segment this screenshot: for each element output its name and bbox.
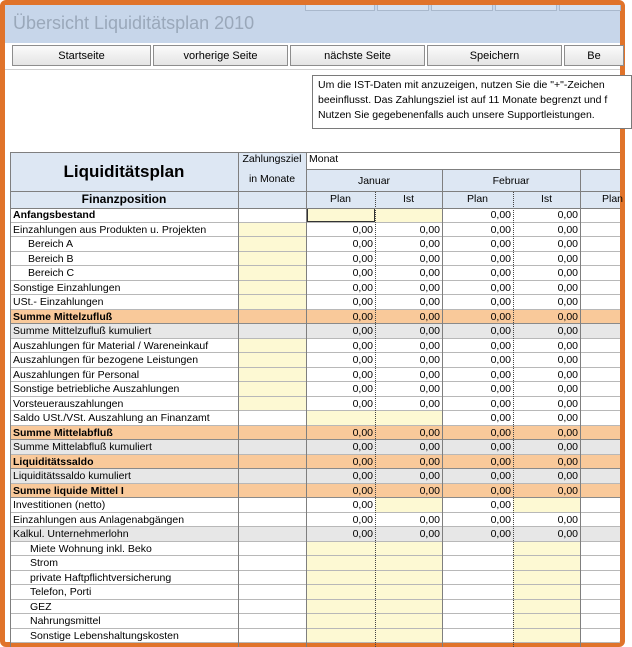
zahlungsziel-cell [238,484,306,498]
zahlungsziel-cell[interactable] [238,397,306,411]
row-label: private Haftpflichtversicherung [30,572,172,584]
januar-ist-cell[interactable]: 0,00 [375,469,442,484]
column-divider-dotted [513,191,514,647]
februar-ist-cell[interactable]: 0,00 [557,514,578,526]
maerz-plan-cell[interactable] [580,353,620,368]
more-button[interactable]: Be [564,45,624,66]
maerz-plan-cell[interactable] [580,629,620,643]
maerz-plan-header: Plan [602,193,624,205]
column-divider [306,152,307,647]
februar-plan-cell[interactable]: 0,00 [490,369,511,381]
row-label: Auszahlungen für Material / Wareneinkauf [13,340,209,352]
februar-plan-cell[interactable]: 0,00 [442,527,513,542]
januar-ist-cell[interactable]: 0,00 [375,310,442,324]
februar-ist-cell[interactable]: 0,00 [557,253,578,265]
maerz-plan-cell[interactable] [580,324,620,339]
januar-plan-cell[interactable]: 0,00 [352,369,373,381]
januar-ist-cell[interactable]: 0,00 [375,527,442,542]
januar-plan-cell[interactable]: 0,00 [352,267,373,279]
februar-plan-cell[interactable]: 0,00 [490,282,511,294]
start-page-button[interactable]: Startseite [12,45,151,66]
januar-plan-cell[interactable]: 0,00 [306,484,375,498]
header-divider [10,152,620,153]
maerz-plan-cell[interactable] [580,455,620,469]
maerz-plan-cell[interactable] [580,208,620,223]
maerz-plan-cell[interactable] [580,368,620,382]
zahlungsziel-cell [238,440,306,455]
januar-ist-cell[interactable]: 0,00 [419,253,440,265]
zahlungsziel-label: Zahlungsziel [242,153,302,165]
februar-ist-cell[interactable]: 0,00 [513,455,580,469]
februar-ist-cell[interactable]: 0,00 [513,469,580,484]
row-label: Telefon, Porti [30,586,92,598]
januar-ist-cell[interactable]: 0,00 [419,224,440,236]
februar-plan-cell[interactable] [442,542,513,556]
januar-ist-cell[interactable] [375,571,442,585]
zahlungsziel-cell [238,629,306,643]
januar-ist-cell[interactable] [375,629,442,643]
row-label: Kalkul. Unternehmerlohn [10,527,238,542]
februar-ist-cell[interactable]: 0,00 [513,310,580,324]
column-divider [238,152,239,647]
januar-ist-cell[interactable]: 0,00 [419,296,440,308]
zahlungsziel-cell[interactable] [238,281,306,295]
zahlungsziel-cell [238,426,306,440]
row-label: Bereich A [28,238,73,250]
header-divider [306,169,620,170]
header-divider [10,208,620,209]
januar-plan-cell[interactable]: 0,00 [352,499,373,511]
maerz-plan-cell[interactable] [580,281,620,295]
januar-plan-cell[interactable]: 0,00 [352,340,373,352]
februar-ist-cell[interactable]: 0,00 [557,296,578,308]
januar-plan-cell[interactable]: 0,00 [352,296,373,308]
februar-ist-cell[interactable] [513,600,580,614]
februar-ist-cell[interactable] [513,614,580,629]
januar-plan-cell[interactable]: 0,00 [352,514,373,526]
maerz-plan-cell[interactable] [580,484,620,498]
januar-plan-cell[interactable]: 0,00 [306,455,375,469]
februar-plan-cell[interactable] [442,556,513,571]
januar-ist-cell[interactable]: 0,00 [419,354,440,366]
maerz-plan-cell[interactable] [580,397,620,411]
maerz-plan-cell[interactable] [580,527,620,542]
selected-cell[interactable] [307,208,375,222]
februar-plan-cell[interactable]: 0,00 [442,324,513,339]
januar-plan-cell[interactable] [306,411,375,426]
info-line: Um die IST-Daten mit anzuzeigen, nutzen Sie die "+"-Zeichen [318,79,605,91]
januar-ist-cell[interactable]: 0,00 [419,267,440,279]
februar-plan-cell[interactable]: 0,00 [490,209,511,221]
februar-plan-cell[interactable]: 0,00 [490,514,511,526]
februar-plan-cell[interactable]: 0,00 [442,469,513,484]
januar-plan-cell[interactable]: 0,00 [352,224,373,236]
zahlungsziel-cell [238,571,306,585]
zahlungsziel-cell [238,556,306,571]
januar-ist-cell[interactable] [375,614,442,629]
zahlungsziel-cell[interactable] [238,339,306,353]
januar-ist-cell[interactable]: 0,00 [375,440,442,455]
maerz-plan-cell[interactable] [580,426,620,440]
februar-plan-cell[interactable]: 0,00 [490,412,511,424]
maerz-plan-cell[interactable] [580,237,620,252]
februar-ist-cell[interactable]: 0,00 [557,383,578,395]
row-label: Sonstige Lebenshaltungskosten [30,630,179,642]
zahlungsziel-cell [238,527,306,542]
zahlungsziel-cell [238,455,306,469]
maerz-plan-cell[interactable] [580,585,620,600]
row-label: Nahrungsmittel [30,615,101,627]
zahlungsziel-cell [238,513,306,527]
januar-plan-cell[interactable]: 0,00 [352,383,373,395]
info-line: beeinflusst. Das Zahlungsziel ist auf 11 Monate begrenzt und f [318,94,608,106]
januar-ist-cell[interactable] [375,600,442,614]
row-label: Sonstige Einzahlungen [13,282,121,294]
row-label: Summe liquide Mittel I [10,484,238,498]
row-label: Liquiditätssaldo kumuliert [10,469,238,484]
zahlungsziel-cell [238,324,306,339]
februar-ist-cell[interactable]: 0,00 [513,440,580,455]
zahlungsziel-cell[interactable] [238,353,306,368]
februar-plan-cell[interactable]: 0,00 [490,296,511,308]
maerz-plan-cell[interactable] [580,295,620,310]
februar-ist-cell[interactable] [513,629,580,643]
februar-ist-cell[interactable]: 0,00 [557,369,578,381]
zahlungsziel-cell [238,585,306,600]
februar-plan-cell[interactable]: 0,00 [490,340,511,352]
row-label: Summe Mittelzufluß kumuliert [10,324,238,339]
maerz-plan-cell[interactable] [580,571,620,585]
januar-ist-cell[interactable] [375,208,442,223]
januar-ist-cell[interactable]: 0,00 [419,398,440,410]
row-label: Bereich B [28,253,74,265]
januar-plan-cell[interactable] [306,556,375,571]
februar-plan-cell[interactable]: 0,00 [442,440,513,455]
januar-plan-cell[interactable]: 0,00 [306,440,375,455]
row-label: Einzahlungen aus Anlagenabgängen [13,514,185,526]
maerz-plan-cell[interactable] [580,382,620,397]
maerz-plan-cell[interactable] [580,498,620,513]
februar-plan-cell[interactable]: 0,00 [490,238,511,250]
januar-plan-cell[interactable] [306,629,375,643]
finanzposition-header: Finanzposition [10,191,238,208]
februar-plan-cell[interactable] [442,600,513,614]
februar-ist-cell[interactable]: 0,00 [557,398,578,410]
januar-plan-cell[interactable]: 0,00 [352,238,373,250]
row-label: Auszahlungen für bezogene Leistungen [13,354,199,366]
januar-ist-cell[interactable]: 0,00 [419,282,440,294]
februar-ist-cell[interactable]: 0,00 [557,354,578,366]
januar-plan-header: Plan [329,193,351,205]
row-label: Strom [30,557,59,569]
februar-plan-cell[interactable]: 0,00 [490,499,511,511]
januar-ist-cell[interactable]: 0,00 [375,324,442,339]
row-label: Summe Mittelzufluß [10,310,238,324]
januar-ist-cell[interactable]: 0,00 [419,514,440,526]
maerz-plan-cell[interactable] [580,252,620,266]
row-divider [10,642,620,643]
zahlungsziel-cell[interactable] [238,252,306,266]
row-label: Liquiditätssaldo [10,455,238,469]
januar-ist-cell[interactable] [375,411,442,426]
in-monate-label: in Monate [248,173,296,185]
zahlungsziel-cell[interactable] [238,237,306,252]
row-label: Summe Mittelabfluß [10,426,238,440]
februar-plan-cell[interactable]: 0,00 [442,455,513,469]
zahlungsziel-cell [238,542,306,556]
januar-ist-cell[interactable]: 0,00 [375,426,442,440]
februar-ist-cell[interactable] [513,498,580,513]
februar-plan-cell[interactable]: 0,00 [490,398,511,410]
zahlungsziel-cell[interactable] [238,295,306,310]
februar-plan-cell[interactable]: 0,00 [490,383,511,395]
januar-plan-cell[interactable]: 0,00 [306,324,375,339]
februar-plan-cell[interactable] [442,585,513,600]
row-label: Auszahlungen für Personal [13,369,140,381]
februar-plan-cell[interactable] [442,614,513,629]
maerz-plan-cell[interactable] [580,614,620,629]
row-label: Bereich C [28,267,75,279]
januar-plan-cell[interactable] [306,600,375,614]
januar-plan-cell[interactable]: 0,00 [352,253,373,265]
februar-ist-cell[interactable] [513,571,580,585]
zahlungsziel-cell [238,614,306,629]
zahlungsziel-cell[interactable] [238,368,306,382]
maerz-plan-cell[interactable] [580,223,620,237]
februar-ist-cell[interactable]: 0,00 [513,426,580,440]
maerz-plan-cell[interactable] [580,600,620,614]
row-label: USt.- Einzahlungen [13,296,104,308]
februar-ist-cell[interactable]: 0,00 [557,340,578,352]
februar-ist-header: Ist [540,193,553,205]
previous-page-button[interactable]: vorherige Seite [153,45,288,66]
februar-plan-cell[interactable]: 0,00 [442,310,513,324]
februar-plan-cell[interactable] [442,571,513,585]
februar-ist-cell[interactable]: 0,00 [557,412,578,424]
page-title: Übersicht Liquiditätsplan 2010 [13,13,255,33]
zahlungsziel-cell [238,310,306,324]
row-label: Anfangsbestand [13,209,96,221]
januar-plan-cell[interactable]: 0,00 [306,426,375,440]
januar-plan-cell[interactable]: 0,00 [352,282,373,294]
save-button[interactable]: Speichern [427,45,562,66]
februar-ist-cell[interactable]: 0,00 [513,527,580,542]
januar-ist-cell[interactable]: 0,00 [375,455,442,469]
maerz-plan-cell[interactable] [580,542,620,556]
column-divider [442,169,443,647]
februar-plan-cell[interactable]: 0,00 [490,354,511,366]
februar-plan-header: Plan [466,193,488,205]
februar-ist-cell[interactable]: 0,00 [557,282,578,294]
januar-ist-cell[interactable]: 0,00 [419,383,440,395]
maerz-plan-cell[interactable] [580,440,620,455]
februar-ist-cell[interactable]: 0,00 [513,324,580,339]
februar-ist-cell[interactable] [513,556,580,571]
januar-ist-cell[interactable]: 0,00 [375,484,442,498]
column-divider [10,152,11,647]
januar-ist-header: Ist [402,193,415,205]
maerz-plan-cell[interactable] [580,411,620,426]
februar-ist-cell[interactable]: 0,00 [557,209,578,221]
januar-plan-cell[interactable]: 0,00 [306,310,375,324]
maerz-plan-cell[interactable] [580,513,620,527]
info-line: Nutzen Sie gegebenenfalls auch unsere Supportleistungen. [318,109,595,121]
januar-plan-cell[interactable] [306,571,375,585]
liquidity-table [5,5,624,647]
maerz-plan-cell[interactable] [580,310,620,324]
next-page-button[interactable]: nächste Seite [290,45,425,66]
januar-plan-cell[interactable] [306,585,375,600]
januar-plan-cell[interactable]: 0,00 [306,469,375,484]
header-divider [10,191,620,192]
februar-ist-cell[interactable] [513,585,580,600]
februar-ist-cell[interactable] [513,542,580,556]
januar-plan-cell[interactable]: 0,00 [306,527,375,542]
column-divider-dotted [375,191,376,647]
zahlungsziel-cell [238,208,306,223]
row-label: Summe Mittelabfluß kumuliert [10,440,238,455]
januar-plan-cell[interactable] [306,614,375,629]
januar-ist-cell[interactable] [375,556,442,571]
row-label: GEZ [30,601,52,613]
januar-ist-cell[interactable] [375,585,442,600]
februar-plan-cell[interactable] [442,629,513,643]
row-label: Investitionen (netto) [13,499,106,511]
februar-ist-cell[interactable]: 0,00 [557,224,578,236]
maerz-plan-cell[interactable] [580,469,620,484]
januar-ist-cell[interactable]: 0,00 [419,369,440,381]
month-februar: Februar [492,175,530,187]
row-label: Saldo USt./VSt. Auszahlung an Finanzamt [13,412,210,424]
zahlungsziel-cell [238,411,306,426]
maerz-plan-cell[interactable] [580,266,620,281]
zahlungsziel-cell[interactable] [238,382,306,397]
month-januar: Januar [357,175,391,187]
januar-plan-cell[interactable]: 0,00 [352,354,373,366]
februar-ist-cell[interactable]: 0,00 [513,484,580,498]
februar-plan-cell[interactable]: 0,00 [490,224,511,236]
row-label: Einzahlungen aus Produkten u. Projekten [13,224,207,236]
februar-plan-cell[interactable]: 0,00 [490,253,511,265]
zahlungsziel-cell [238,600,306,614]
januar-ist-cell[interactable]: 0,00 [419,238,440,250]
row-label: Sonstige betriebliche Auszahlungen [13,383,180,395]
row-label: Vorsteuerauszahlungen [13,398,124,410]
februar-plan-cell[interactable]: 0,00 [442,426,513,440]
maerz-plan-cell[interactable] [580,556,620,571]
maerz-plan-cell[interactable] [580,339,620,353]
zahlungsziel-cell [238,498,306,513]
januar-plan-cell[interactable] [306,542,375,556]
januar-ist-cell[interactable] [375,542,442,556]
januar-plan-cell[interactable]: 0,00 [352,398,373,410]
plan-title-header: Liquiditätsplan [10,152,238,191]
monat-label: Monat [309,153,339,165]
januar-ist-cell[interactable] [375,498,442,513]
februar-ist-cell[interactable]: 0,00 [557,267,578,279]
januar-ist-cell[interactable]: 0,00 [419,340,440,352]
zahlungsziel-cell[interactable] [238,266,306,281]
februar-plan-cell[interactable]: 0,00 [442,484,513,498]
februar-ist-cell[interactable]: 0,00 [557,238,578,250]
zahlungsziel-cell [238,469,306,484]
februar-plan-cell[interactable]: 0,00 [490,267,511,279]
column-divider [580,169,581,647]
row-label: Miete Wohnung inkl. Beko [30,543,152,555]
zahlungsziel-cell[interactable] [238,223,306,237]
